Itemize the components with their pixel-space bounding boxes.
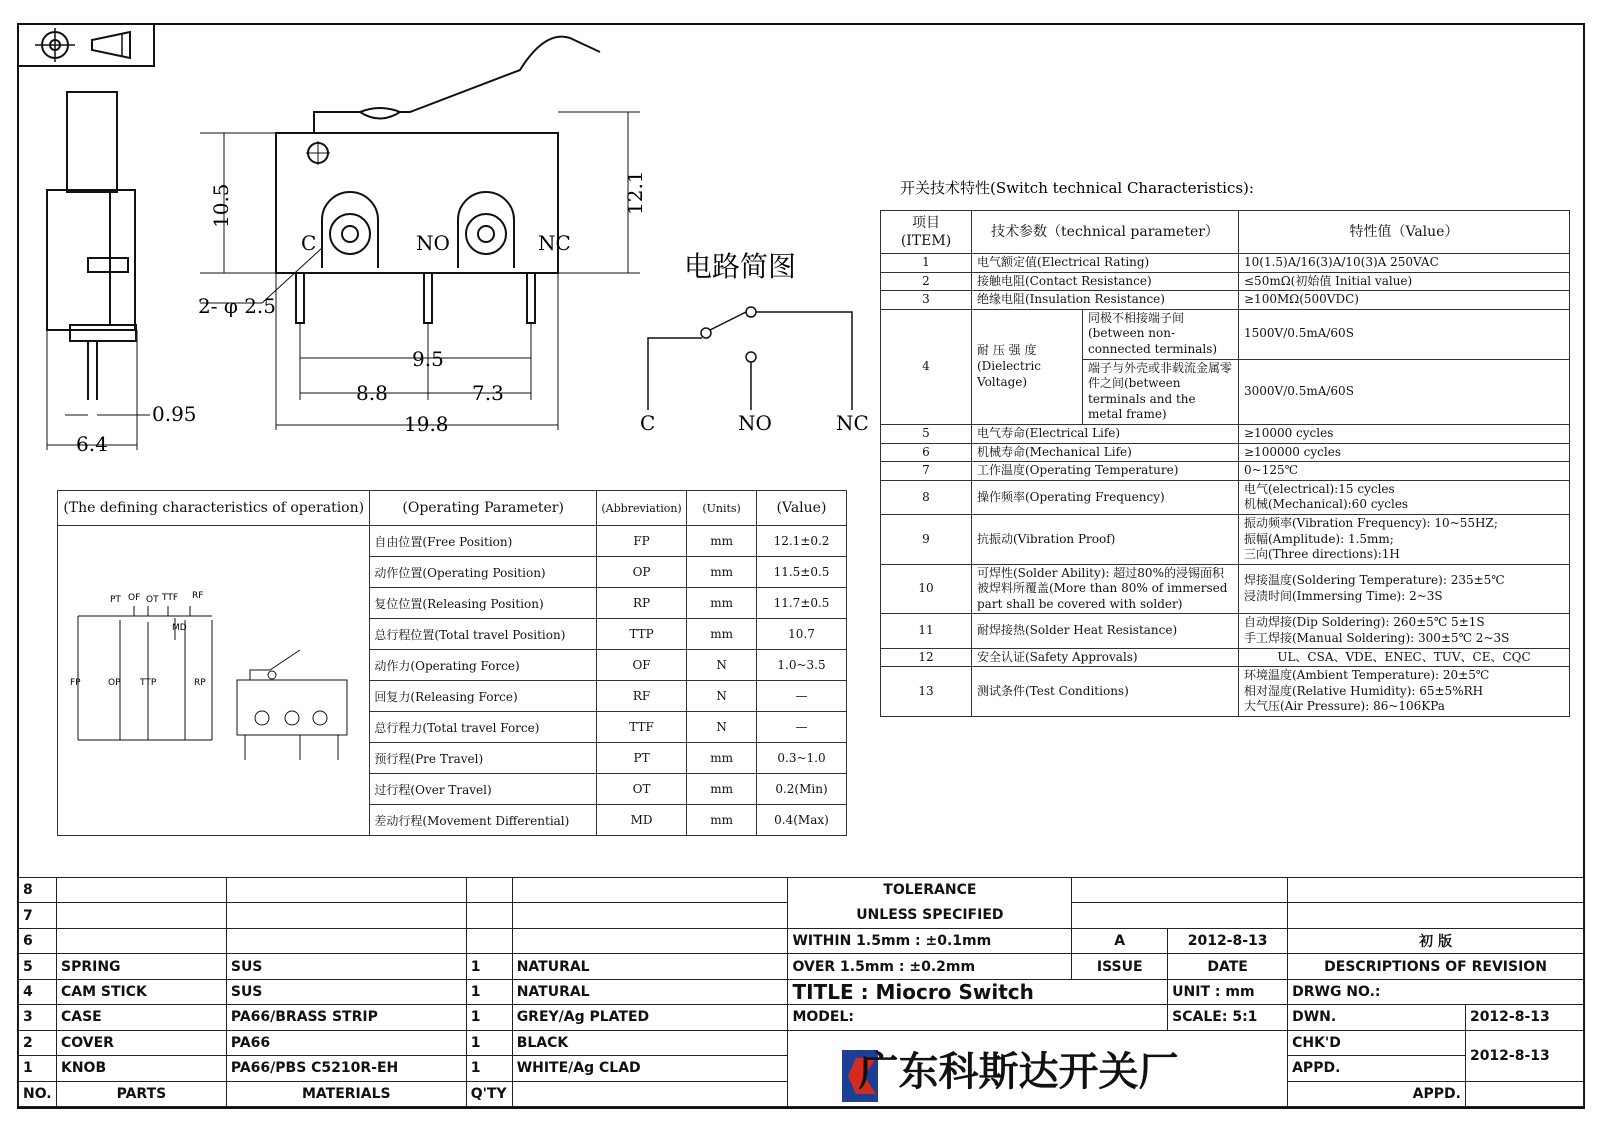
bom-part <box>56 878 226 903</box>
mini-label-op: OP <box>108 678 121 688</box>
scale-label: SCALE: <box>1172 1009 1228 1026</box>
param-cell: 绝缘电阻(Insulation Resistance) <box>972 291 1239 310</box>
title-block <box>18 877 1584 1107</box>
param-cell: 过行程(Over Travel) <box>370 774 596 805</box>
param-cell: 操作频率(Operating Frequency) <box>972 480 1239 514</box>
value-cell <box>1239 614 1570 648</box>
item-no: 1 <box>881 254 972 273</box>
bom-material: PA66 <box>226 1030 466 1055</box>
operation-diagram-cell <box>58 526 370 836</box>
sub-param-cell: 同极不相接端子间(between non-connected terminals) <box>1083 309 1239 359</box>
abbr-cell: OT <box>596 774 686 805</box>
mini-label-ttf: TTF <box>162 593 179 603</box>
ot-header-value: (Value) <box>756 491 846 526</box>
value-cell <box>1239 667 1570 717</box>
title-value: Miocro Switch <box>875 979 1034 1004</box>
table-row <box>881 614 1570 648</box>
model-label: MODEL: <box>788 1005 1168 1030</box>
bom-finish <box>512 878 788 903</box>
value-cell: 10.7 <box>756 619 846 650</box>
value-line: 相对湿度(Relative Humidity): 65±5%RH <box>1244 683 1484 698</box>
abbr-cell: OF <box>596 650 686 681</box>
tt-header-item: 项目 (ITEM) <box>881 211 972 254</box>
param-cell: 回复力(Releasing Force) <box>370 681 596 712</box>
drawing-number-label: DRWG NO.: <box>1288 979 1584 1004</box>
unit-value: mm <box>1225 983 1255 1000</box>
mini-label-rp: RP <box>194 678 206 688</box>
param-cell: 电气寿命(Electrical Life) <box>972 424 1239 443</box>
abbr-cell: FP <box>596 526 686 557</box>
table-row <box>881 462 1570 481</box>
param-cell: 动作位置(Operating Position) <box>370 557 596 588</box>
value-cell: 0.2(Min) <box>756 774 846 805</box>
dim-8-8: 8.8 <box>356 381 388 405</box>
bom-no: 1 <box>19 1056 57 1081</box>
revision-description: 初 版 <box>1288 928 1584 953</box>
unit-cell: N <box>687 681 757 712</box>
revision-date: 2012-8-13 <box>1168 928 1288 953</box>
table-row <box>58 526 847 557</box>
dwn-date: 2012-8-13 <box>1465 1005 1583 1030</box>
param-cell: 安全认证(Safety Approvals) <box>972 648 1239 667</box>
bom-part: CASE <box>56 1005 226 1030</box>
value-line: 自动焊接(Dip Soldering): 260±5℃ 5±1S <box>1244 615 1485 630</box>
bom-qty <box>466 903 512 928</box>
value-cell: ≥10000 cycles <box>1239 424 1570 443</box>
unit-cell: mm <box>687 557 757 588</box>
bom-row <box>19 979 1584 1004</box>
bom-part <box>56 928 226 953</box>
scale-field <box>1168 1005 1288 1030</box>
param-cell: 自由位置(Free Position) <box>370 526 596 557</box>
bom-header-qty: Q'TY <box>466 1081 512 1107</box>
appd-label: APPD. <box>1288 1056 1466 1081</box>
date-label: DATE <box>1168 954 1288 979</box>
bom-finish: NATURAL <box>512 954 788 979</box>
bom-finish <box>512 903 788 928</box>
value-line: 电气(electrical):15 cycles <box>1244 481 1395 496</box>
bom-row <box>19 954 1584 979</box>
value-cell: 0.4(Max) <box>756 805 846 836</box>
bom-material: PA66/PBS C5210R-EH <box>226 1056 466 1081</box>
item-no: 3 <box>881 291 972 310</box>
dim-7-3: 7.3 <box>472 381 504 405</box>
unit-cell: mm <box>687 774 757 805</box>
unit-cell: mm <box>687 619 757 650</box>
switch-tech-title: 开关技术特性(Switch technical Characteristics): <box>900 179 1254 197</box>
mini-label-md: MD <box>172 623 187 633</box>
bom-no: 5 <box>19 954 57 979</box>
bom-header-parts: PARTS <box>56 1081 226 1107</box>
value-cell: ≤50mΩ(初始值 Initial value) <box>1239 272 1570 291</box>
bom-material: SUS <box>226 979 466 1004</box>
table-row <box>881 443 1570 462</box>
bom-finish: NATURAL <box>512 979 788 1004</box>
value-cell: 12.1±0.2 <box>756 526 846 557</box>
bom-row <box>19 878 1584 903</box>
bom-no: 4 <box>19 979 57 1004</box>
value-cell: 11.5±0.5 <box>756 557 846 588</box>
item-no: 7 <box>881 462 972 481</box>
param-cell: 耐焊接热(Solder Heat Resistance) <box>972 614 1239 648</box>
param-cell: 总行程位置(Total travel Position) <box>370 619 596 650</box>
value-cell: ≥100000 cycles <box>1239 443 1570 462</box>
item-no: 9 <box>881 514 972 564</box>
mini-label-ttp: TTP <box>140 678 157 688</box>
dwn-label: DWN. <box>1288 1005 1466 1030</box>
mini-label-rf: RF <box>192 591 204 601</box>
label-nc: NC <box>538 231 571 255</box>
bom-header-materials: MATERIALS <box>226 1081 466 1107</box>
value-cell: — <box>756 712 846 743</box>
circuit-diagram <box>648 307 852 410</box>
unit-cell: mm <box>687 588 757 619</box>
param-cell: 工作温度(Operating Temperature) <box>972 462 1239 481</box>
title-field <box>788 979 1168 1004</box>
unit-field <box>1168 979 1288 1004</box>
value-cell <box>1239 564 1570 614</box>
bom-finish <box>512 928 788 953</box>
value-cell: 11.7±0.5 <box>756 588 846 619</box>
value-line: 振幅(Amplitude): 1.5mm; <box>1244 531 1394 546</box>
abbr-cell: RP <box>596 588 686 619</box>
label-no: NO <box>416 231 450 255</box>
dim-19-8: 19.8 <box>404 412 449 436</box>
ot-header-abbr: (Abbreviation) <box>596 491 686 526</box>
bom-qty: 1 <box>466 1056 512 1081</box>
value-line: 浸渍时间(Immersing Time): 2~3S <box>1244 589 1443 604</box>
value-line: 振动频率(Vibration Frequency): 10~55HZ; <box>1244 515 1498 530</box>
tolerance-over: OVER 1.5mm : ±0.2mm <box>788 954 1072 979</box>
title-label: TITLE : <box>792 979 869 1004</box>
table-row <box>881 648 1570 667</box>
bom-part: SPRING <box>56 954 226 979</box>
operation-characteristics-table <box>57 490 847 836</box>
circuit-label-nc: NC <box>836 411 869 435</box>
bom-qty <box>466 878 512 903</box>
bom-finish: GREY/Ag PLATED <box>512 1005 788 1030</box>
projection-symbol-icon <box>18 24 154 66</box>
param-cell: 机械寿命(Mechanical Life) <box>972 443 1239 462</box>
table-row <box>881 424 1570 443</box>
ot-header-defining: (The defining characteristics of operation) <box>58 491 370 526</box>
param-cell: 预行程(Pre Travel) <box>370 743 596 774</box>
value-line: 大气压(Air Pressure): 86~106KPa <box>1244 699 1445 714</box>
bom-qty: 1 <box>466 979 512 1004</box>
bom-finish: WHITE/Ag CLAD <box>512 1056 788 1081</box>
item-no: 4 <box>881 309 972 424</box>
circuit-label-c: C <box>640 411 656 435</box>
bom-no: 7 <box>19 903 57 928</box>
mini-label-ot: OT <box>146 595 159 605</box>
item-no: 11 <box>881 614 972 648</box>
chkd-label: CHK'D <box>1288 1030 1466 1055</box>
bom-part: COVER <box>56 1030 226 1055</box>
bom-material: PA66/BRASS STRIP <box>226 1005 466 1030</box>
bom-row <box>19 903 1584 928</box>
chkd-date: 2012-8-13 <box>1465 1030 1583 1081</box>
issue-label: ISSUE <box>1072 954 1168 979</box>
value-cell <box>1239 514 1570 564</box>
bom-material: SUS <box>226 954 466 979</box>
bom-finish: BLACK <box>512 1030 788 1055</box>
abbr-cell: PT <box>596 743 686 774</box>
param-cell: 电气额定值(Electrical Rating) <box>972 254 1239 273</box>
value-cell: 0~125℃ <box>1239 462 1570 481</box>
unless-specified-label: UNLESS SPECIFIED <box>788 903 1072 928</box>
mini-label-fp: FP <box>70 678 81 688</box>
table-row <box>881 272 1570 291</box>
descriptions-label: DESCRIPTIONS OF REVISION <box>1288 954 1584 979</box>
bom-material <box>226 928 466 953</box>
bom-row <box>19 1005 1584 1030</box>
param-cell: 耐 压 强 度 (Dielectric Voltage) <box>972 309 1083 424</box>
value-cell: ≥100MΩ(500VDC) <box>1239 291 1570 310</box>
value-line: 环境温度(Ambient Temperature): 20±5℃ <box>1244 668 1490 683</box>
mini-label-of: OF <box>128 593 141 603</box>
bom-no: 6 <box>19 928 57 953</box>
value-line: 焊接温度(Soldering Temperature): 235±5℃ <box>1244 573 1505 588</box>
value-cell: 3000V/0.5mA/60S <box>1239 359 1570 424</box>
dim-10-5: 10.5 <box>209 183 233 228</box>
circuit-label-no: NO <box>738 411 772 435</box>
sub-param-cell: 端子与外壳或非载流金属零件之间(between terminals and the metal frame) <box>1083 359 1239 424</box>
value-line: 手工焊接(Manual Soldering): 300±5℃ 2~3S <box>1244 631 1510 646</box>
bom-no: 3 <box>19 1005 57 1030</box>
abbr-cell: MD <box>596 805 686 836</box>
side-view <box>47 92 150 450</box>
table-row <box>881 514 1570 564</box>
item-no: 2 <box>881 272 972 291</box>
bom-material <box>226 878 466 903</box>
scale-value: 5:1 <box>1232 1009 1258 1026</box>
param-cell: 抗振动(Vibration Proof) <box>972 514 1239 564</box>
value-line: 三向(Three directions):1H <box>1244 547 1400 562</box>
ot-header-units: (Units) <box>687 491 757 526</box>
bom-header-no: NO. <box>19 1081 57 1107</box>
abbr-cell: TTF <box>596 712 686 743</box>
table-row <box>881 667 1570 717</box>
dim-12-1: 12.1 <box>623 170 647 215</box>
param-cell: 接触电阻(Contact Resistance) <box>972 272 1239 291</box>
company-name: 广东科斯达开关厂 <box>788 1030 1288 1106</box>
value-cell <box>1239 480 1570 514</box>
item-no: 8 <box>881 480 972 514</box>
item-no: 5 <box>881 424 972 443</box>
table-row <box>881 291 1570 310</box>
dim-0-95: 0.95 <box>152 402 197 426</box>
table-row <box>881 254 1570 273</box>
dim-2-phi: 2- φ 2.5 <box>198 294 277 318</box>
value-cell: — <box>756 681 846 712</box>
bom-material <box>226 903 466 928</box>
tt-header-value: 特性值（Value） <box>1239 211 1570 254</box>
unit-cell: N <box>687 650 757 681</box>
table-row <box>881 480 1570 514</box>
bom-no: 2 <box>19 1030 57 1055</box>
param-cell: 动作力(Operating Force) <box>370 650 596 681</box>
tolerance-label: TOLERANCE <box>788 878 1072 903</box>
bom-row <box>19 1030 1584 1055</box>
mini-label-pt: PT <box>110 595 121 605</box>
bom-qty: 1 <box>466 1005 512 1030</box>
param-cell: 复位位置(Releasing Position) <box>370 588 596 619</box>
bom-qty: 1 <box>466 954 512 979</box>
dim-6-4: 6.4 <box>76 432 108 456</box>
item-no: 6 <box>881 443 972 462</box>
unit-cell: mm <box>687 526 757 557</box>
tolerance-within: WITHIN 1.5mm : ±0.1mm <box>788 928 1072 953</box>
abbr-cell: OP <box>596 557 686 588</box>
bom-no: 8 <box>19 878 57 903</box>
value-cell: 1.0~3.5 <box>756 650 846 681</box>
bom-part: KNOB <box>56 1056 226 1081</box>
table-row <box>881 564 1570 614</box>
param-cell: 差动行程(Movement Differential) <box>370 805 596 836</box>
revision-issue: A <box>1072 928 1168 953</box>
item-no: 10 <box>881 564 972 614</box>
param-cell: 测试条件(Test Conditions) <box>972 667 1239 717</box>
item-no: 12 <box>881 648 972 667</box>
value-line: 机械(Mechanical):60 cycles <box>1244 497 1409 512</box>
technical-characteristics-table <box>880 210 1570 717</box>
bom-row <box>19 928 1584 953</box>
abbr-cell: TTP <box>596 619 686 650</box>
ot-header-parameter: (Operating Parameter) <box>370 491 596 526</box>
param-cell: 可焊性(Solder Ability): 超过80%的浸锡面积被焊料所覆盖(More than 80% of immersed part shall be covered with solder) <box>972 564 1239 614</box>
value-cell: 10(1.5)A/16(3)A/10(3)A 250VAC <box>1239 254 1570 273</box>
unit-label: UNIT : <box>1172 983 1221 1000</box>
unit-cell: N <box>687 712 757 743</box>
value-cell: 0.3~1.0 <box>756 743 846 774</box>
label-c: C <box>301 231 317 255</box>
unit-cell: mm <box>687 743 757 774</box>
unit-cell: mm <box>687 805 757 836</box>
revision-appd-label: APPD. <box>1288 1081 1466 1107</box>
param-cell: 总行程力(Total travel Force) <box>370 712 596 743</box>
circuit-title: 电路简图 <box>684 250 797 283</box>
bom-qty <box>466 928 512 953</box>
bom-qty: 1 <box>466 1030 512 1055</box>
tt-header-param: 技术参数（technical parameter） <box>972 211 1239 254</box>
value-cell: UL、CSA、VDE、ENEC、TUV、CE、CQC <box>1239 648 1570 667</box>
value-cell: 1500V/0.5mA/60S <box>1239 309 1570 359</box>
dim-9-5: 9.5 <box>412 347 444 371</box>
bom-part <box>56 903 226 928</box>
table-row <box>881 309 1570 359</box>
item-no: 13 <box>881 667 972 717</box>
abbr-cell: RF <box>596 681 686 712</box>
bom-part: CAM STICK <box>56 979 226 1004</box>
